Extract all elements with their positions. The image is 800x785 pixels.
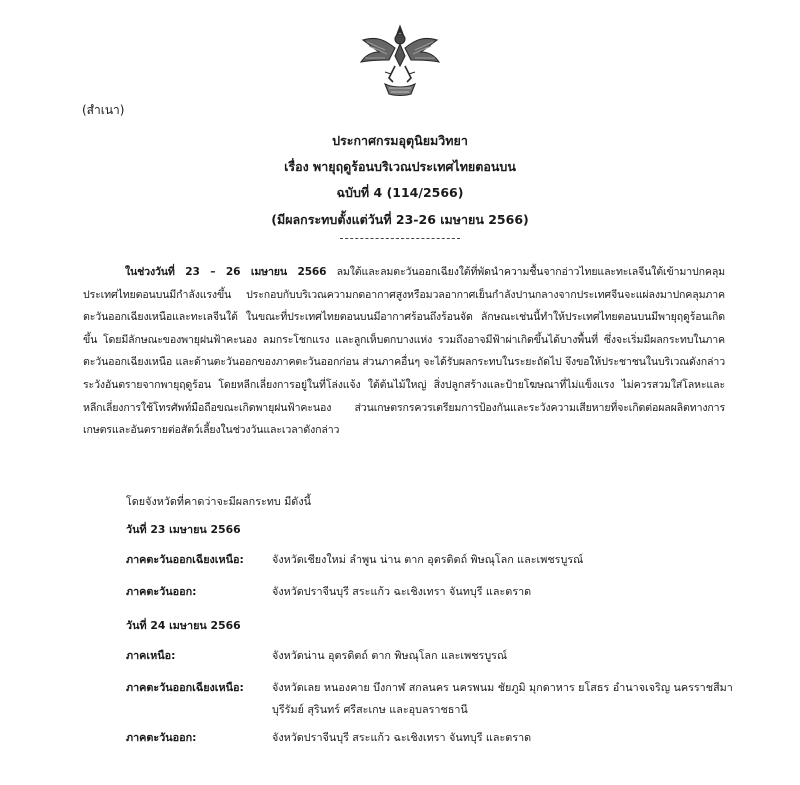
province-list: จังหวัดเลย หนองคาย บึงกาฬ สกลนคร นครพนม ชัยภูมิ มุกดาหาร ยโสธร อำนาจเจริญ นครราชสีมา บุรีรัมย์ สุรินทร์ ศรีสะเกษ และอุบลราชธานี	[272, 681, 733, 716]
day-heading: วันที่ 23 เมษายน 2566	[126, 523, 241, 536]
provinces-intro: โดยจังหวัดที่คาดว่าจะมีผลกระทบ มีดังนี้	[126, 495, 311, 508]
day-heading: วันที่ 24 เมษายน 2566	[126, 619, 241, 632]
garuda-emblem-icon	[355, 22, 445, 98]
province-list: จังหวัดน่าน อุตรดิตถ์ ตาก พิษณุโลก และเพชรบูรณ์	[272, 649, 507, 662]
region-label: ภาคตะวันออกเฉียงเหนือ:	[126, 681, 244, 694]
province-list: จังหวัดปราจีนบุรี สระแก้ว ฉะเชิงเทรา จันทบุรี และตราด	[272, 585, 532, 598]
dashed-divider	[340, 238, 460, 239]
region-label: ภาคตะวันออก:	[126, 585, 197, 598]
body-lead: ในช่วงวันที่ 23 – 26 เมษายน 2566	[125, 266, 327, 278]
announcement-subject: เรื่อง พายุฤดูร้อนบริเวณประเทศไทยตอนบน	[284, 159, 516, 174]
announcement-issue: ฉบับที่ 4 (114/2566)	[336, 185, 464, 200]
copy-mark: (สำเนา)	[82, 103, 125, 117]
region-label: ภาคตะวันออก:	[126, 731, 197, 744]
announcement-title: ประกาศกรมอุตุนิยมวิทยา	[332, 133, 468, 148]
province-list: จังหวัดเชียงใหม่ ลำพูน น่าน ตาก อุตรดิตถ์ พิษณุโลก และเพชรบูรณ์	[272, 553, 584, 566]
effect-period: (มีผลกระทบตั้งแต่วันที่ 23-26 เมษายน 2566)	[271, 212, 529, 227]
region-label: ภาคตะวันออกเฉียงเหนือ:	[126, 553, 244, 566]
region-label: ภาคเหนือ:	[126, 649, 176, 662]
province-list: จังหวัดปราจีนบุรี สระแก้ว ฉะเชิงเทรา จันทบุรี และตราด	[272, 731, 532, 744]
announcement-body	[83, 261, 725, 442]
body-text: ลมใต้และลมตะวันออกเฉียงใต้ที่พัดนำความชื้นจากอ่าวไทยและทะเลจีนใต้เข้ามาปกคลุมประเทศไทยตอนบนมีกำลังแรงขึ้น ประกอบกับบริเวณความกดอากาศสูงหรือมวลอากาศเย็นกำลังปานกลางจากประเทศจีนจะแผ่ลงมาปกคลุมภาคตะวันออกเฉียงเหนือและทะเลจีนใต้ ในขณะที่ประเทศไทยตอนบนมีอากาศร้อนถึงร้อนจัด ลักษณะเช่นนี้ทำให้ประเทศไทยตอนบนมีพายุฤดูร้อนเกิดขึ้น โดยมีลักษณะของพายุฝนฟ้าคะนอง ลมกระโชกแรง และลูกเห็บตกบางแห่ง รวมถึงอาจมีฟ้าผ่าเกิดขึ้นได้บางพื้นที่ ซึ่งจะเริ่มมีผลกระทบในภาคตะวันออกเฉียงเหนือ และด้านตะวันออกของภาคตะวันออกก่อน ส่วนภาคอื่นๆ จะได้รับผลกระทบในระยะถัดไป จึงขอให้ประชาชนในบริเวณดังกล่าวระวังอันตรายจากพายุฤดูร้อน โดยหลีกเลี่ยงการอยู่ในที่โล่งแจ้ง ใต้ต้นไม้ใหญ่ สิ่งปลูกสร้างและป้ายโฆษณาที่ไม่แข็งแรง ไม่ควรสวมใส่โลหะและหลีกเลี่ยงการใช้โทรศัพท์มือถือขณะเกิดพายุฝนฟ้าคะนอง ส่วนเกษตรกรควรเตรียมการป้องกันและระวังความเสียหายที่จะเกิดต่อผลผลิตทางการเกษตรและอันตรายต่อสัตว์เลี้ยงในช่วงวันและเวลาดังกล่าว	[83, 266, 725, 437]
